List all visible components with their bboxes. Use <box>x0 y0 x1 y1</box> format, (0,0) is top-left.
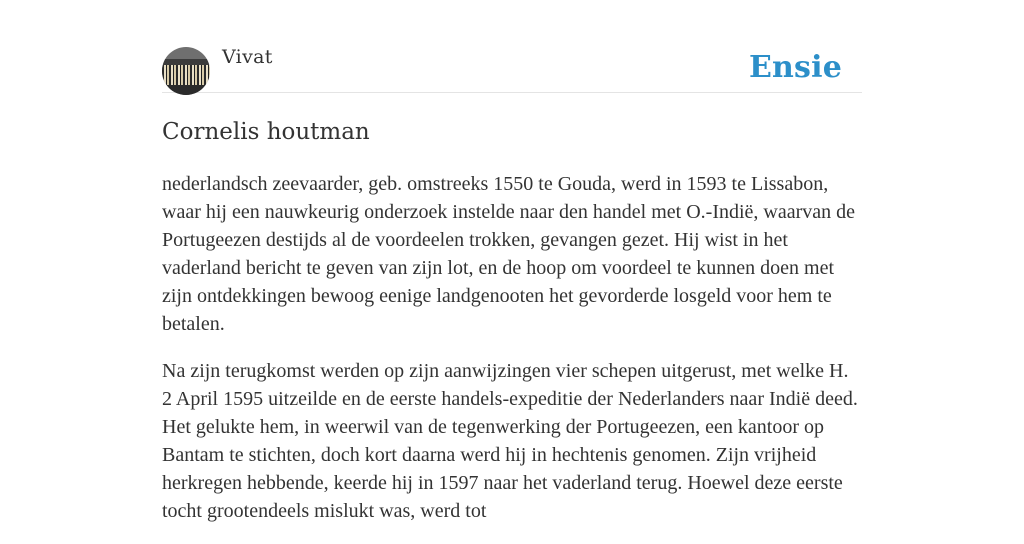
article-paragraph: nederlandsch zeevaarder, geb. omstreeks 1550 te Gouda, werd in 1593 te Lissabon, waar hij een nauwkeurig onderzoek instelde naar den handel met O.-Indië, waarvan de Portugeezen destijds al de voordeelen trokken, gevangen gezet. Hij wist in het vaderland bericht te geven van zijn lot, en de hoop om voordeel te kunnen doen met zijn ontdekkingen bewoog eenige landgenooten het gevorderde losgeld voor hem te betalen. <box>162 173 856 335</box>
article-paragraph: Na zijn terugkomst werden op zijn aanwijzingen vier schepen uitgerust, met welke H. 2 April 1595 uitzeilde en de eerste handels-expeditie der Nederlanders naar Indië deed. Het gelukte hem, in weerwil van de tegenwerking der Portugeezen, een kantoor op Bantam te stichten, doch kort daarna werd hij in hechtenis genomen. Zijn vrijheid herkregen hebbende, keerde hij in 1597 naar het vaderland terug. Hoewel deze eerste tocht grootendeels mislukt was, werd tot <box>162 360 858 522</box>
author-avatar[interactable] <box>162 47 210 95</box>
brand-logo[interactable]: Ensie <box>748 50 842 85</box>
avatar-books <box>162 65 210 85</box>
author-name[interactable]: Vivat <box>222 46 273 68</box>
page <box>162 0 862 544</box>
article-body <box>162 170 862 525</box>
header <box>162 0 862 93</box>
avatar-shelf-bottom <box>162 85 210 95</box>
article-title: Cornelis houtman <box>162 119 370 145</box>
